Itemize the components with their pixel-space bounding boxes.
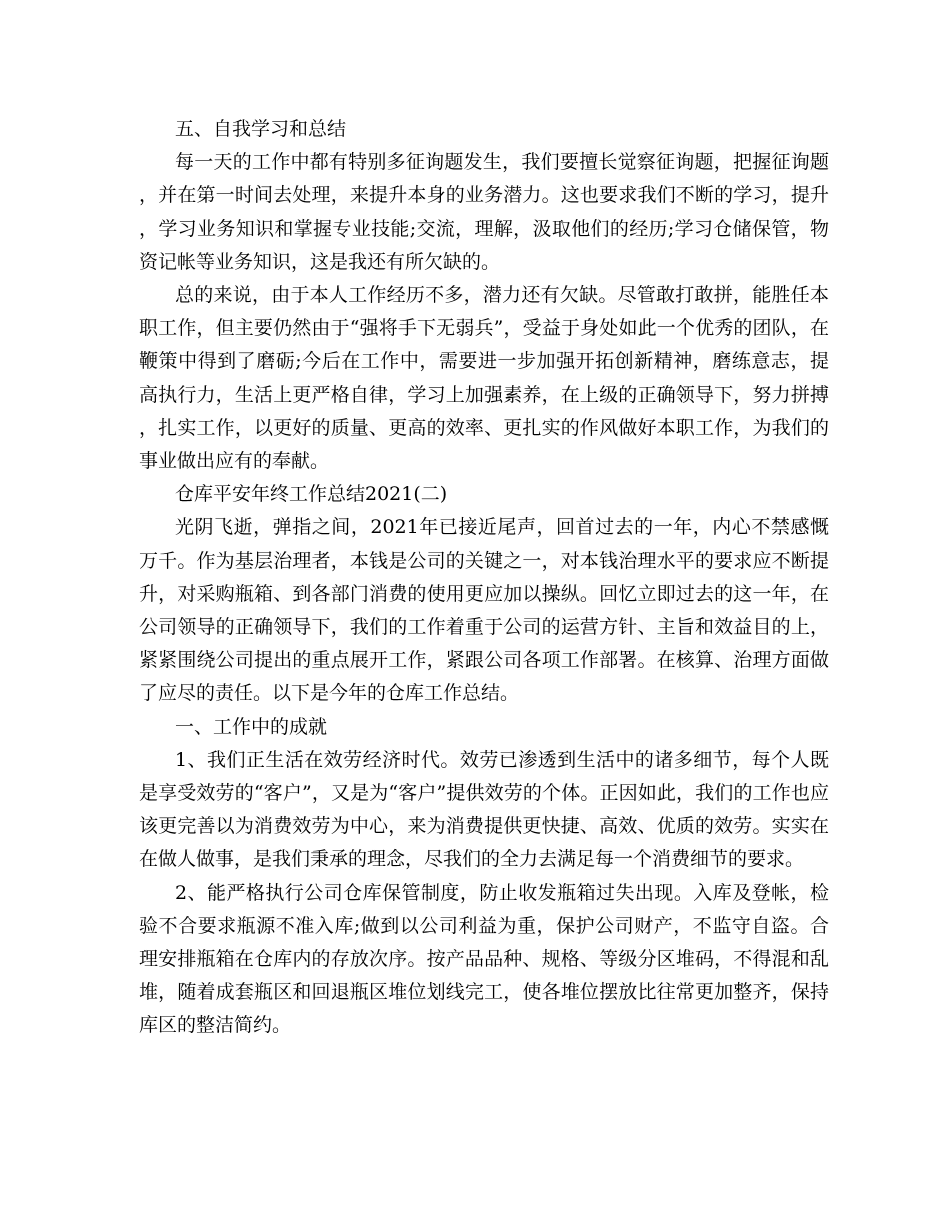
paragraph: 每一天的工作中都有特别多征询题发生，我们要擅长觉察征询题，把握征询题，并在第一时间去处理，来提升本身的业务潜力。这也要求我们不断的学习，提升，学习业务知识和掌握专业技能;交流，理解，汲取他们的经历;学习仓储保管，物资记帐等业务知识，这是我还有所欠缺的。: [139, 151, 829, 273]
paragraph: 1、我们正生活在效劳经济时代。效劳已渗透到生活中的诸多细节，每个人既是享受效劳的“客户”，又是为“客户”提供效劳的个体。正因如此，我们的工作也应该更完善以为消费效劳为中心，来为消费提供更快捷、高效、优质的效劳。实实在在做人做事，是我们秉承的理念，尽我们的全力去满足每一个消费细节的要求。: [139, 748, 829, 871]
document-body: [139, 113, 829, 1043]
paragraph: 总的来说，由于本人工作经历不多，潜力还有欠缺。尽管敢打敢拼，能胜任本职工作，但主要仍然由于“强将手下无弱兵”，受益于身处如此一个优秀的团队，在鞭策中得到了磨砺;今后在工作中，需要进一步加强开拓创新精神，磨练意志，提高执行力，生活上更严格自律，学习上加强素养，在上级的正确领导下，努力拼搏，扎实工作，以更好的质量、更高的效率、更扎实的作风做好本职工作，为我们的事业做出应有的奉献。: [139, 284, 829, 473]
section-heading: 一、工作中的成就: [175, 715, 328, 738]
section-heading: 五、自我学习和总结: [175, 118, 347, 140]
paragraph: 光阴飞逝，弹指之间，2021年已接近尾声，回首过去的一年，内心不禁感慨万千。作为基层治理者，本钱是公司的关键之一，对本钱治理水平的要求应不断提升，对采购瓶箱、到各部门消费的使用更应加以操纵。回忆立即过去的这一年，在公司领导的正确领导下，我们的工作着重于公司的运营方针、主旨和效益目的上，紧紧围绕公司提出的重点展开工作，紧跟公司各项工作部署。在核算、治理方面做了应尽的责任。以下是今年的仓库工作总结。: [139, 516, 829, 705]
document-title: 仓库平安年终工作总结2021(二): [175, 483, 448, 506]
paragraph: 2、能严格执行公司仓库保管制度，防止收发瓶箱过失出现。入库及登帐，检验不合要求瓶源不准入库;做到以公司利益为重，保护公司财产，不监守自盗。合理安排瓶箱在仓库内的存放次序。按产品品种、规格、等级分区堆码，不得混和乱堆，随着成套瓶区和回退瓶区堆位划线完工，使各堆位摆放比往常更加整齐，保持库区的整洁简约。: [139, 881, 829, 1037]
